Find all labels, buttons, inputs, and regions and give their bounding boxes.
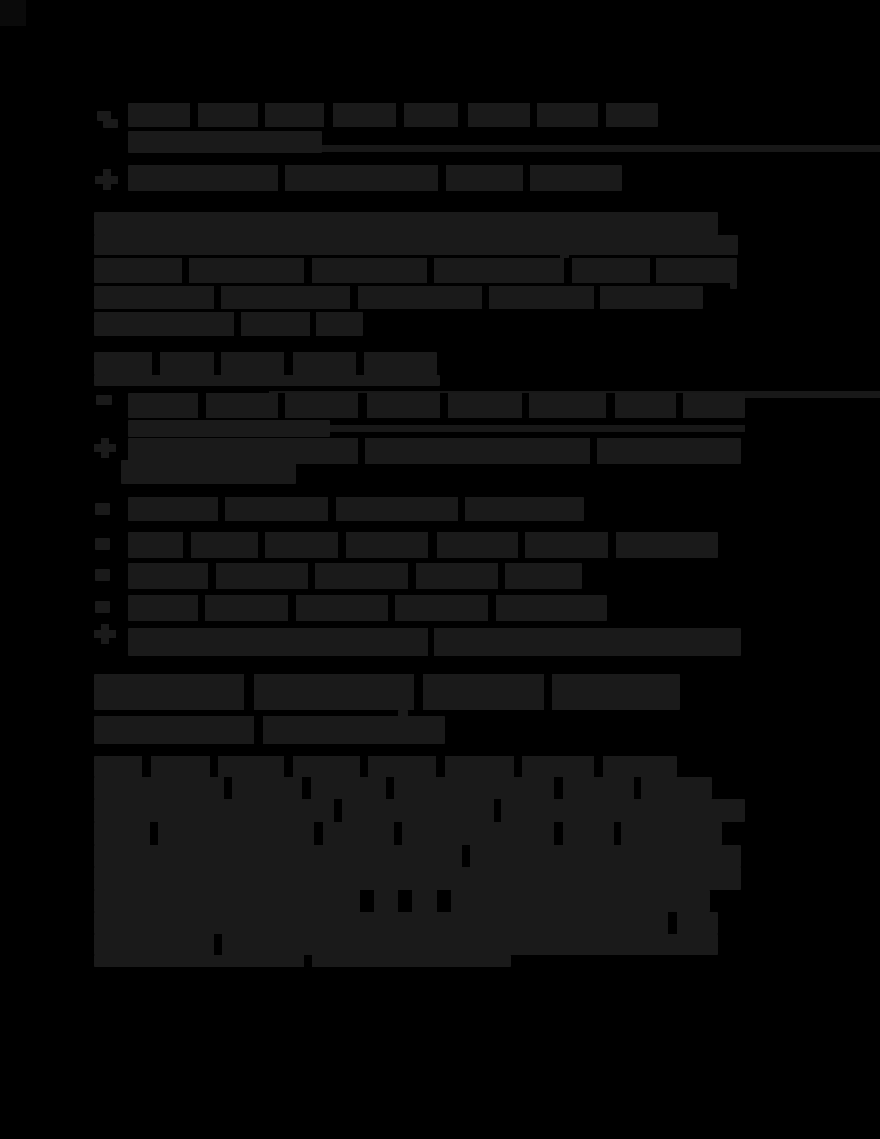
- bullet-d-line-2: [121, 460, 296, 484]
- bullet-a-line-2: [128, 131, 322, 153]
- bullet-i-marker-plus-icon: [94, 624, 116, 644]
- bullet-g-marker-square-icon: [95, 569, 110, 581]
- bullet-c-line-2: [128, 420, 330, 437]
- paragraph-1-line-2: [94, 286, 703, 309]
- paragraph-2-line-5: [94, 845, 741, 867]
- bullet-b-line-1: [128, 165, 622, 191]
- standalone-line-1: [94, 352, 437, 375]
- paragraph-2-line-1: [94, 756, 677, 777]
- heading-2-line-1: [94, 674, 680, 710]
- bullet-c-marker-square-icon: [96, 395, 112, 405]
- bullet-f-line-1: [128, 532, 718, 558]
- horizontal-rule-1: [322, 145, 880, 152]
- bullet-d-marker-plus-icon: [94, 438, 116, 458]
- paragraph-1-comma: [730, 281, 737, 289]
- paragraph-2-line-3: [94, 799, 745, 822]
- paragraph-2-line-10: [94, 955, 511, 967]
- bullet-a-line-1: [128, 103, 658, 127]
- bullet-e-line-1: [128, 497, 584, 521]
- paragraph-2-line-9: [94, 934, 718, 955]
- paragraph-2-line-8: [94, 912, 718, 934]
- paragraph-2-line-4: [94, 822, 722, 845]
- bullet-c-line-1: [128, 393, 745, 418]
- paragraph-2-line-6: [94, 867, 741, 890]
- heading-1-line-1: [94, 212, 718, 235]
- horizontal-rule-3: [330, 425, 745, 432]
- bullet-h-line-1: [128, 595, 607, 621]
- paragraph-1-line-1: [94, 258, 737, 283]
- paragraph-2-line-7: [94, 890, 710, 912]
- bullet-a-marker-square-icon: [103, 119, 118, 128]
- heading-1-line-2: [94, 235, 738, 255]
- bullet-i-line-1: [128, 628, 741, 656]
- paragraph-2-line-2: [94, 777, 712, 799]
- bullet-b-marker-plus-icon: [95, 169, 118, 190]
- bullet-f-marker-square-icon: [95, 538, 110, 550]
- heading-2-line-2: [94, 716, 445, 744]
- bullet-h-marker-square-icon: [95, 601, 110, 613]
- corner-artifact: [0, 0, 26, 26]
- bullet-g-line-1: [128, 563, 582, 589]
- bullet-e-marker-square-icon: [95, 503, 110, 515]
- paragraph-1-line-3: [94, 312, 363, 336]
- standalone-line-2: [94, 375, 440, 386]
